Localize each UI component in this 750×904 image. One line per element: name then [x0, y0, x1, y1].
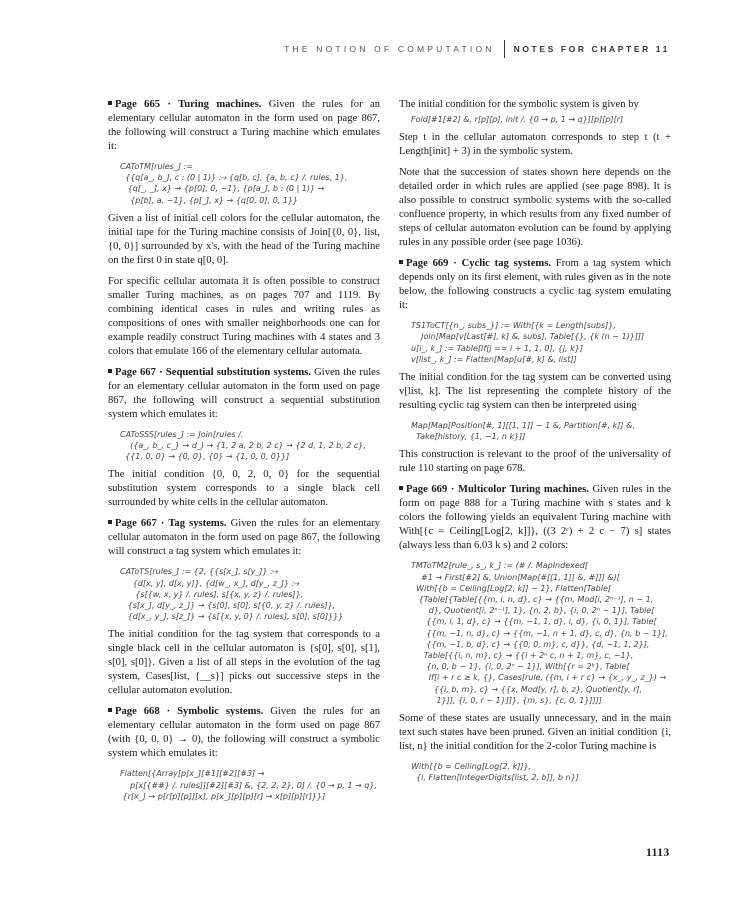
note-section-paragraph	[399, 257, 671, 313]
note-section-paragraph	[108, 366, 380, 422]
body-paragraph	[399, 131, 671, 159]
section-marker-icon	[108, 101, 112, 105]
body-paragraph	[399, 166, 671, 250]
section-heading: Page 668 · Symbolic systems.	[115, 706, 264, 718]
body-paragraph	[399, 371, 671, 413]
paragraph-text: Given the rules for an elementary cellular automaton in the form used on page 867 (with {0, 0, 0} → 0), the following will construct a symbolic system which emulates it:	[108, 706, 380, 760]
body-paragraph	[399, 448, 671, 476]
page-number: 1113	[646, 847, 670, 859]
code-block: Flatten[{Array[p[x_][#1][#2][#3] → p[x[{##} /. rules]][#2][#3] &, {2, 2, 2}, 0] /. {0 → p, 1 → q}, {r[x_] → p[r[p][p]][x], p[x_][p][p][r] → x[p][p][r]}}]	[120, 769, 377, 801]
body-paragraph	[108, 212, 380, 268]
section-heading: Page 667 · Sequential substitution systems.	[115, 366, 311, 378]
paragraph-text: Given the rules for an elementary cellular automaton in the form used on page 867, the following will construct a tag system which emulates it:	[108, 518, 380, 558]
section-marker-icon	[108, 369, 112, 373]
note-section-paragraph	[108, 98, 380, 154]
section-marker-icon	[108, 708, 112, 712]
paragraph-text: Some of these states are usually unnecessary, and in the main text such states have been pruned. Given an initial condition {i, list, n} the initial condition for the 2-color Turing machine is	[399, 713, 671, 753]
note-section-paragraph	[108, 705, 380, 761]
section-marker-icon	[399, 486, 403, 490]
paragraph-text: Note that the succession of states shown here depends on the detailed order in which rules are applied (see page 898). It is also possible to construct symbolic systems with the so-called confluence property, in which results from any fixed number of steps of cellular automaton evolution can be found by applying rules in any possible order (see page 1036).	[399, 167, 671, 249]
note-section-paragraph	[399, 483, 671, 553]
paragraph-text: Given rules in the form on page 888 for a Turing machine with s states and k colors the following yields an equivalent Turing machine with With[{c = Ceiling[Log[2, k]]}, ((3 2ᶜ) + 2 c − 7) s] states (always less than 6.03 k s) and 2 colors:	[399, 484, 671, 552]
running-header	[284, 40, 670, 58]
paragraph-text: The initial condition {0, 0, 2, 0, 0} for the sequential substitution system corresponds to a single black cell surrounded by white cells in the cellular automaton.	[108, 469, 380, 509]
section-heading: Page 669 · Multicolor Turing machines.	[406, 484, 589, 496]
header-section-title: THE NOTION OF COMPUTATION	[284, 44, 495, 54]
header-chapter-notes: NOTES FOR CHAPTER 11	[513, 44, 670, 54]
paragraph-text: From a tag system which depends only on its first element, with rules given as in the note below, the following constructs a cyclic tag system emulating it:	[399, 258, 671, 312]
paragraph-text: Given the rules for an elementary cellular automaton in the form used on page 867, the following will construct a Turing machine which emulates it:	[108, 99, 380, 152]
code-block: With[{b = Ceiling[Log[2, k]]}, {i, Flatten[IntegerDigits[list, 2, b]], b n}]	[411, 762, 579, 783]
paragraph-text: The initial condition for the tag system can be converted using v[list, k]. The list representing the complete history of the resulting cyclic tag system can then be interpreted using	[399, 372, 671, 412]
body-paragraph	[108, 468, 380, 510]
section-marker-icon	[399, 260, 403, 264]
body-paragraph	[108, 628, 380, 698]
paragraph-text: This construction is relevant to the proof of the universality of rule 110 starting on page 678.	[399, 449, 671, 475]
left-column	[108, 98, 380, 808]
paragraph-text: For specific cellular automata it is often possible to construct smaller Turing machines, as on pages 707 and 1119. By combining identical cases in rules and writing rules as compositions of ones with smaller neighborhoods one can for example readily construct Turing machines with 4 states and 3 colors that emulate 166 of the elementary cellular automata.	[108, 275, 380, 357]
section-heading: Page 669 · Cyclic tag systems.	[406, 258, 551, 270]
body-paragraph	[399, 98, 671, 112]
paragraph-text: The initial condition for the symbolic system is given by	[399, 99, 639, 110]
paragraph-text: The initial condition for the tag system that corresponds to a single black cell in the cellular automaton is {s[0], s[0], s[1], s[0], s[0]}. Given a list of all steps in the evolution of the tag system, Cases[list, {__s}] picks out successive steps in the cellular automaton evolution.	[108, 629, 380, 697]
paragraph-text: Given a list of initial cell colors for the cellular automaton, the initial tape for the Turing machine consists of Join[{0, 0}, list, {0, 0}] surrounded by x's, with the head of the Turing machine on the first 0 in state q[0, 0].	[108, 212, 380, 266]
code-block: CAToTS[rules_] := {2, {{s[x_], s[y_]} ⧴ {d[x, y], d[x, y]}, {d[w_, x_], d[y_, z_]} ⧴ {s[{w, x, y} /. rules], s[{x, y, z} /. rules]}, {s[x_], d[y_, z_]} → {s[0], s[0], s[{0, y, z} /. rules]}, {d[x_, y_], s[z_]} → {s[{x, y, 0} /. rules], s[0], s[0]}}}	[120, 567, 344, 622]
right-column	[399, 98, 671, 789]
paragraph-text: Step t in the cellular automaton corresponds to step t (t + Length[init] + 3) in the symbolic system.	[399, 132, 671, 158]
section-marker-icon	[108, 520, 112, 524]
body-paragraph	[399, 712, 671, 754]
code-block: TS1ToCT[{n_, subs_}] := With[{k = Length[subs]}, Join[Map[v[Last[#], k] &, subs], Table[{}, {k (n − 1)}]]] u[i_, k_] := Table[If[j == i + 1, 1, 0], {j, k}] v[list_, k_] := Flatten[Map[u[#, k] &, list]]	[411, 321, 645, 364]
code-block: TMToTM2[rule_, s_, k_] := (# /. MapIndexed[ #1 → First[#2] &, Union[Map[#[[1, 1]] &, #]]] &)[ With[{b = Ceiling[Log[2, k]] − 1}, Flatten[Table[ {Table[{Table[{{m, i, n, d}, c} → {{m, Mod[i, 2ⁿ⁻¹], n − 1, d}, Quotient[i, 2ⁿ⁻¹], 1}, {n, 2, b}, {i, 0, 2ⁿ − 1}], Table[ {{m, i, 1, d}, c} → {{m, −1, 1, d}, i, d}, {i, 0, 1}], Table[ {{m, −1, n, d}, c} → {{m, −1, n + 1, d}, c, d}, {n, b − 1}], {{m, −1, b, d}, c} → {{0, 0, m}, c, d}}, {d, −1, 1, 2}], Table[{{i, n, m}, c} → {{i + 2ⁿ c, n + 1, m}, c, −1}, {n, 0, b − 1}, {i, 0, 2ⁿ − 1}], With[{r = 2ᵇ}, Table[ If[i + r c ≥ k, {}, Cases[rule, ({m, i + r c} → {x_, y_, z_}) → {{i, b, m}, c} → {{x, Mod[y, r], b, z}, Quotient[y, r], 1}]], {i, 0, r − 1}]]}, {m, s}, {c, 0, 1}]]]]	[411, 561, 668, 705]
code-block: CAToTM[rules_] := {{q[a_, b_], c : (0 | 1)} ⧴ {q[b, c], {a, b, c} /. rules, 1}, {q[_, _], x} → {p[0], 0, −1}, {p[a_], b : (0 | 1)} → {p[b], a, −1}, {p[_], x} → {q[0, 0], 0, 1}}	[120, 162, 348, 205]
header-divider	[504, 40, 505, 58]
code-block: CAToSSS[rules_] := Join[rules /. ({a_, b_, c_} → d_) → {1, 2 a, 2 b, 2 c} → {2 d, 1, 2 b, 2 c}, {{1, 0, 0} → {0, 0}, {0} → {1, 0, 0, 0}}]	[120, 429, 366, 462]
section-heading: Page 667 · Tag systems.	[115, 518, 227, 530]
body-paragraph	[108, 275, 380, 359]
paragraph-text: Given the rules for an elementary cellular automaton in the form used on page 867, the following will construct a sequential substitution system which emulates it:	[108, 366, 381, 420]
code-block: Map[Map[Position[#, 1][[1, 1]] − 1 &, Partition[#, k]] &, Take[history, {1, −1, n k}]]	[411, 421, 635, 442]
note-section-paragraph	[108, 517, 380, 559]
section-heading: Page 665 · Turing machines.	[115, 99, 262, 110]
code-block: Fold[#1[#2] &, r[p][p], init /. {0 → p, 1 → q}][p][p][r]	[411, 115, 624, 124]
